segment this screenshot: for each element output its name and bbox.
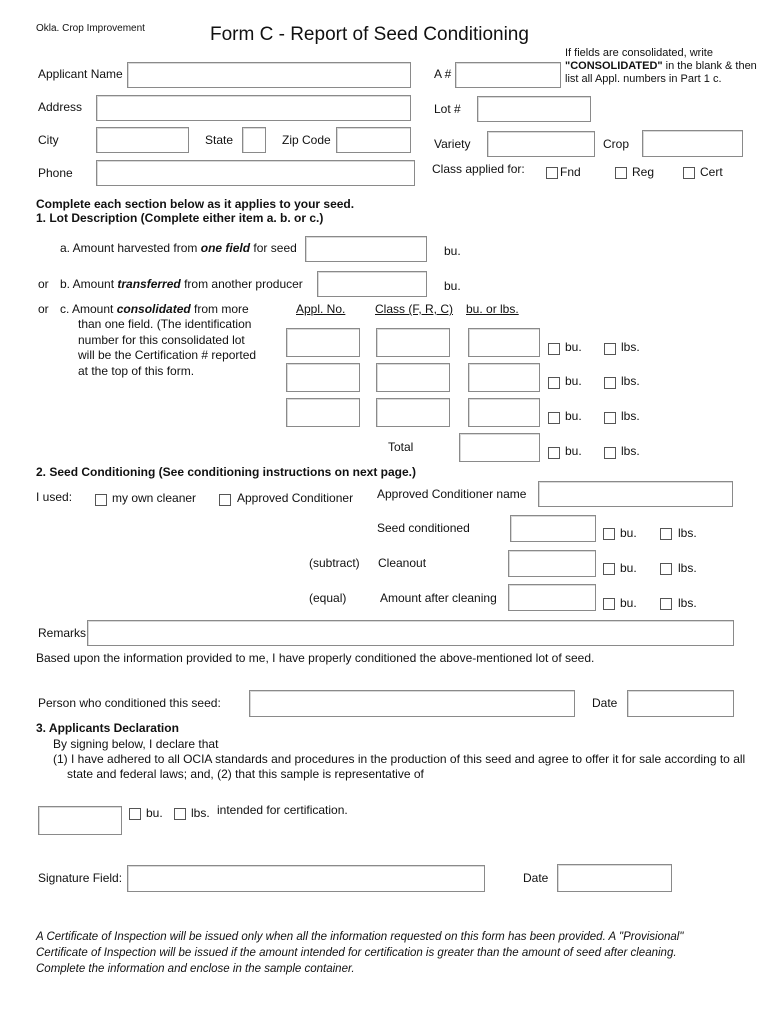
item-b-label xyxy=(60,278,303,292)
variety-label: Variety xyxy=(434,137,471,151)
seed-conditioned-lbs-checkbox[interactable] xyxy=(660,528,672,540)
section3-heading: 3. Applicants Declaration xyxy=(36,721,179,735)
conditioning-date-label: Date xyxy=(592,696,618,710)
consolidated-note-line1: If fields are consolidated, write xyxy=(565,47,713,59)
after-cleaning-lbs-label: lbs. xyxy=(678,596,697,610)
amount-field[interactable] xyxy=(468,398,540,427)
approved-conditioner-checkbox[interactable] xyxy=(219,494,231,506)
city-label: City xyxy=(38,133,59,147)
item-b-post: from another producer xyxy=(180,277,303,291)
remarks-label: Remarks xyxy=(38,626,87,640)
signature-date-field[interactable] xyxy=(557,864,672,892)
cleanout-bu-label: bu. xyxy=(620,561,637,575)
item-a-emphasis: one field xyxy=(200,241,251,255)
address-label: Address xyxy=(38,100,83,114)
class-reg-label: Reg xyxy=(632,165,655,179)
seed-conditioned-bu-checkbox[interactable] xyxy=(603,528,615,540)
declared-bu-checkbox[interactable] xyxy=(129,808,141,820)
column-header-bu-lbs: bu. or lbs. xyxy=(466,302,519,316)
footer-note: A Certificate of Inspection will be issued only when all the information requested on this form has been provided. A "Provisional" Certificate of Inspection will be issued if the amount intended for certification is greater than the amount of seed after cleaning. Complete the information and enclose in the sample container. xyxy=(36,931,684,975)
bu-label: bu. xyxy=(565,374,582,388)
item-c-post: from more xyxy=(190,302,249,316)
seed-conditioned-lbs-label: lbs. xyxy=(678,526,697,540)
cleanout-bu-checkbox[interactable] xyxy=(603,563,615,575)
appl-no-field[interactable] xyxy=(286,328,360,357)
declared-lbs-checkbox[interactable] xyxy=(174,808,186,820)
consolidated-note-mid: in the blank & then xyxy=(662,60,757,72)
own-cleaner-checkbox[interactable] xyxy=(95,494,107,506)
class-applied-label: Class applied for: xyxy=(432,162,525,176)
class-field[interactable] xyxy=(376,328,450,357)
approved-conditioner-name-label: Approved Conditioner name xyxy=(377,487,527,501)
column-header-class: Class (F, R, C) xyxy=(375,302,453,316)
seed-conditioned-label: Seed conditioned xyxy=(377,521,470,535)
appl-no-field[interactable] xyxy=(286,363,360,392)
item-a-post: for seed xyxy=(250,241,297,255)
or-label-c: or xyxy=(38,302,49,316)
applicant-name-field[interactable] xyxy=(127,62,411,88)
lot-number-field[interactable] xyxy=(477,96,591,122)
declaration-line1: By signing below, I declare that xyxy=(53,737,219,751)
city-field[interactable] xyxy=(96,127,189,153)
amount-field[interactable] xyxy=(468,363,540,392)
class-fnd-checkbox[interactable] xyxy=(546,167,558,179)
cleanout-lbs-label: lbs. xyxy=(678,561,697,575)
person-conditioned-label: Person who conditioned this seed: xyxy=(38,696,221,710)
class-reg-checkbox[interactable] xyxy=(615,167,627,179)
item-b-field[interactable] xyxy=(317,271,427,297)
lbs-checkbox[interactable] xyxy=(604,343,616,355)
item-c-pre: c. Amount xyxy=(60,302,117,316)
approved-conditioner-label: Approved Conditioner xyxy=(237,491,354,505)
a-number-field[interactable] xyxy=(455,62,561,88)
after-cleaning-label: Amount after cleaning xyxy=(380,591,497,605)
total-bu-checkbox[interactable] xyxy=(548,447,560,459)
zip-code-label: Zip Code xyxy=(282,133,331,147)
bu-checkbox[interactable] xyxy=(548,377,560,389)
item-c-line: than one field. (The identification xyxy=(78,317,252,331)
phone-label: Phone xyxy=(38,166,73,180)
class-fnd-label: Fnd xyxy=(560,165,581,179)
seed-conditioned-bu-label: bu. xyxy=(620,526,637,540)
item-a-bu-unit: bu. xyxy=(444,244,461,258)
crop-field[interactable] xyxy=(642,130,743,157)
consolidated-note-line3: list all Appl. numbers in Part 1 c. xyxy=(565,73,722,85)
class-cert-label: Cert xyxy=(700,165,723,179)
org-name: Okla. Crop Improvement xyxy=(36,23,145,34)
class-cert-checkbox[interactable] xyxy=(683,167,695,179)
approved-conditioner-name-field[interactable] xyxy=(538,481,733,507)
after-cleaning-field[interactable] xyxy=(508,584,596,611)
lbs-checkbox[interactable] xyxy=(604,412,616,424)
item-c-emphasis: consolidated xyxy=(116,302,191,316)
item-c-line: will be the Certification # reported xyxy=(78,348,257,362)
item-c-line: at the top of this form. xyxy=(78,364,195,378)
variety-field[interactable] xyxy=(487,131,595,157)
item-a-field[interactable] xyxy=(305,236,427,262)
bu-label: bu. xyxy=(565,409,582,423)
lbs-label: lbs. xyxy=(621,409,640,423)
consolidated-keyword: "CONSOLIDATED" xyxy=(565,60,663,72)
declaration-line3: state and federal laws; and, (2) that this sample is representative of xyxy=(67,767,424,781)
total-bu-label: bu. xyxy=(565,444,582,458)
own-cleaner-label: my own cleaner xyxy=(112,491,197,505)
bu-checkbox[interactable] xyxy=(548,343,560,355)
page-title: Form C - Report of Seed Conditioning xyxy=(210,24,529,45)
zip-code-field[interactable] xyxy=(336,127,411,153)
total-field[interactable] xyxy=(459,433,540,462)
after-cleaning-lbs-checkbox[interactable] xyxy=(660,598,672,610)
class-field[interactable] xyxy=(376,398,450,427)
item-b-pre: b. Amount xyxy=(60,277,118,291)
a-number-label: A # xyxy=(434,67,452,81)
person-conditioned-field[interactable] xyxy=(249,690,575,717)
conditioning-date-field[interactable] xyxy=(627,690,734,717)
after-cleaning-bu-checkbox[interactable] xyxy=(603,598,615,610)
address-field[interactable] xyxy=(96,95,411,121)
signature-field[interactable] xyxy=(127,865,485,892)
cleanout-field[interactable] xyxy=(508,550,596,577)
after-cleaning-bu-label: bu. xyxy=(620,596,637,610)
item-b-emphasis: transferred xyxy=(117,277,181,291)
state-label: State xyxy=(205,133,234,147)
seed-conditioned-field[interactable] xyxy=(510,515,596,542)
declared-bu-label: bu. xyxy=(146,806,163,820)
appl-no-field[interactable] xyxy=(286,398,360,427)
amount-field[interactable] xyxy=(468,328,540,357)
item-a-pre: a. Amount harvested from xyxy=(60,241,201,255)
section-intro: Complete each section below as it applies to your seed. xyxy=(36,197,355,211)
state-field[interactable] xyxy=(242,127,266,153)
applicant-name-label: Applicant Name xyxy=(38,67,123,81)
lot-number-label: Lot # xyxy=(434,102,461,116)
class-field[interactable] xyxy=(376,363,450,392)
subtract-label: (subtract) xyxy=(309,556,360,570)
conditioning-statement: Based upon the information provided to me, I have properly conditioned the above-mentioned lot of seed. xyxy=(36,651,595,665)
section2-heading: 2. Seed Conditioning (See conditioning instructions on next page.) xyxy=(36,465,417,479)
lbs-checkbox[interactable] xyxy=(604,377,616,389)
i-used-label: I used: xyxy=(36,490,73,504)
item-a-label xyxy=(60,242,297,256)
equal-label: (equal) xyxy=(309,591,347,605)
total-lbs-checkbox[interactable] xyxy=(604,447,616,459)
crop-label: Crop xyxy=(603,137,630,151)
remarks-field[interactable] xyxy=(87,620,734,646)
declared-amount-field[interactable] xyxy=(38,806,122,835)
lbs-label: lbs. xyxy=(621,340,640,354)
consolidated-note-line2 xyxy=(565,60,757,73)
bu-label: bu. xyxy=(565,340,582,354)
column-header-appl-no: Appl. No. xyxy=(296,302,346,316)
section1-heading: 1. Lot Description (Complete either item a. b. or c.) xyxy=(36,211,324,225)
declared-lbs-label: lbs. xyxy=(191,806,210,820)
signature-label: Signature Field: xyxy=(38,871,123,885)
declaration-line2: (1) I have adhered to all OCIA standards and procedures in the production of this seed and agree to offer it for sale according to all xyxy=(53,752,746,766)
item-c-line: number for this consolidated lot xyxy=(78,333,245,347)
total-lbs-label: lbs. xyxy=(621,444,640,458)
item-b-bu-unit: bu. xyxy=(444,279,461,293)
bu-checkbox[interactable] xyxy=(548,412,560,424)
intended-label: intended for certification. xyxy=(217,803,348,817)
signature-date-label: Date xyxy=(523,871,549,885)
phone-field[interactable] xyxy=(96,160,415,186)
cleanout-label: Cleanout xyxy=(378,556,427,570)
lbs-label: lbs. xyxy=(621,374,640,388)
total-label: Total xyxy=(388,440,414,454)
or-label-b: or xyxy=(38,277,49,291)
cleanout-lbs-checkbox[interactable] xyxy=(660,563,672,575)
item-c-label xyxy=(60,303,249,317)
